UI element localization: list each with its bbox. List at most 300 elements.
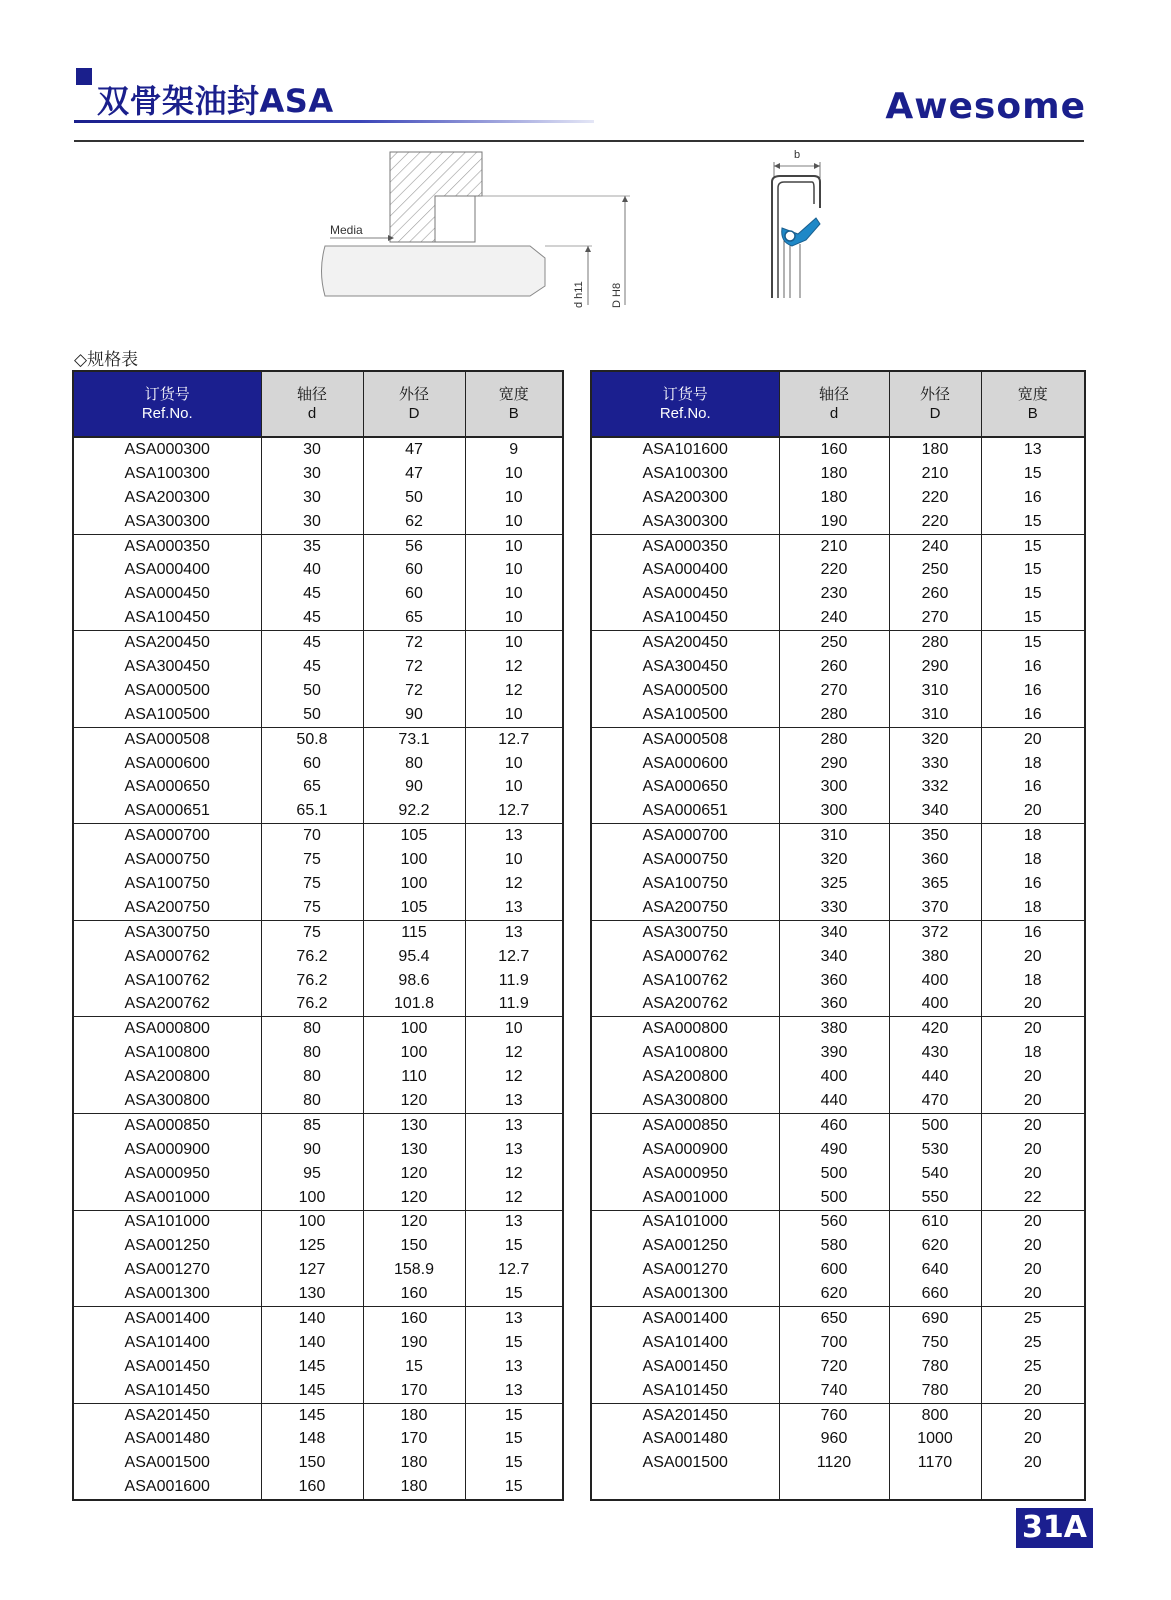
table-row xyxy=(591,437,1085,462)
shaft-dia-cell: 35 xyxy=(261,534,363,558)
table-row xyxy=(591,775,1085,799)
width-cell: 18 xyxy=(981,752,1085,776)
table-row xyxy=(591,1331,1085,1355)
outer-dia-cell: 330 xyxy=(889,752,981,776)
ref-no-cell: ASA100450 xyxy=(591,606,779,630)
shaft-dia-cell: 620 xyxy=(779,1282,889,1306)
ref-no-cell: ASA200450 xyxy=(73,631,261,655)
shaft-dia-cell: 300 xyxy=(779,799,889,823)
brand-logo: Awesome xyxy=(885,86,1086,127)
width-cell: 18 xyxy=(981,1041,1085,1065)
shaft-dia-cell: 80 xyxy=(261,1017,363,1041)
width-cell: 10 xyxy=(465,510,563,534)
width-cell: 18 xyxy=(981,969,1085,993)
shaft-dia-cell: 60 xyxy=(261,752,363,776)
table-row xyxy=(73,1210,563,1234)
outer-dia-cell: 690 xyxy=(889,1307,981,1331)
shaft-dia-cell: 250 xyxy=(779,631,889,655)
table-row xyxy=(591,1307,1085,1331)
width-cell: 16 xyxy=(981,655,1085,679)
outer-dia-cell: 380 xyxy=(889,945,981,969)
table-row xyxy=(73,582,563,606)
outer-dia-cell: 280 xyxy=(889,631,981,655)
table-row xyxy=(591,1403,1085,1427)
table-row xyxy=(591,1089,1085,1113)
table-row xyxy=(73,1258,563,1282)
ref-no-cell: ASA200750 xyxy=(591,896,779,920)
shaft-dia-cell: 210 xyxy=(779,534,889,558)
shaft-dia-cell: 380 xyxy=(779,1017,889,1041)
width-cell: 15 xyxy=(981,534,1085,558)
ref-no-cell: ASA101400 xyxy=(591,1331,779,1355)
width-cell: 20 xyxy=(981,1403,1085,1427)
table-row xyxy=(591,969,1085,993)
width-cell: 10 xyxy=(465,631,563,655)
shaft-dia-cell: 80 xyxy=(261,1041,363,1065)
ref-no-cell: ASA300450 xyxy=(591,655,779,679)
outer-dia-cell: 60 xyxy=(363,558,465,582)
ref-no-cell: ASA001450 xyxy=(591,1355,779,1379)
table-row xyxy=(73,992,563,1016)
ref-no-cell: ASA000508 xyxy=(73,727,261,751)
ref-no-cell: ASA001000 xyxy=(591,1186,779,1210)
ref-no-cell: ASA100800 xyxy=(73,1041,261,1065)
width-cell: 10 xyxy=(465,848,563,872)
width-cell: 9 xyxy=(465,437,563,462)
ref-no-cell: ASA100800 xyxy=(591,1041,779,1065)
width-cell: 20 xyxy=(981,1017,1085,1041)
width-cell: 12.7 xyxy=(465,1258,563,1282)
ref-no-cell: ASA001250 xyxy=(73,1234,261,1258)
table-row xyxy=(591,534,1085,558)
width-cell: 20 xyxy=(981,799,1085,823)
table-row xyxy=(591,1113,1085,1137)
outer-dia-cell: 260 xyxy=(889,582,981,606)
width-cell: 13 xyxy=(465,1210,563,1234)
outer-dia-cell: 72 xyxy=(363,631,465,655)
width-cell: 22 xyxy=(981,1186,1085,1210)
width-cell: 10 xyxy=(465,752,563,776)
ref-no-cell: ASA200762 xyxy=(73,992,261,1016)
shaft-dia-cell: 490 xyxy=(779,1138,889,1162)
shaft-dia-cell: 40 xyxy=(261,558,363,582)
ref-no-cell: ASA300750 xyxy=(591,920,779,944)
shaft-dia-cell: 340 xyxy=(779,945,889,969)
table-row xyxy=(591,848,1085,872)
width-cell: 11.9 xyxy=(465,969,563,993)
width-cell: 12 xyxy=(465,1041,563,1065)
shaft-dia-cell: 65 xyxy=(261,775,363,799)
shaft-dia-cell: 440 xyxy=(779,1089,889,1113)
table-row xyxy=(591,582,1085,606)
outer-dia-cell: 120 xyxy=(363,1186,465,1210)
ref-no-cell: ASA001300 xyxy=(73,1282,261,1306)
outer-dia-cell: 210 xyxy=(889,462,981,486)
outer-dia-cell: 160 xyxy=(363,1282,465,1306)
outer-dia-cell: 15 xyxy=(363,1355,465,1379)
table-row xyxy=(73,896,563,920)
ref-no-cell: ASA200762 xyxy=(591,992,779,1016)
ref-no-cell: ASA000350 xyxy=(591,534,779,558)
width-cell: 13 xyxy=(465,1355,563,1379)
ref-no-cell: ASA000651 xyxy=(73,799,261,823)
width-cell: 15 xyxy=(465,1282,563,1306)
shaft-dia-cell: 125 xyxy=(261,1234,363,1258)
ref-no-cell: ASA000600 xyxy=(73,752,261,776)
shaft-dia-cell: 45 xyxy=(261,631,363,655)
shaft-dia-cell: 180 xyxy=(779,486,889,510)
shaft-dia-cell: 320 xyxy=(779,848,889,872)
outer-dia-cell: 60 xyxy=(363,582,465,606)
width-cell: 20 xyxy=(981,1379,1085,1403)
outer-dia-cell: 56 xyxy=(363,534,465,558)
shaft-dia-cell: 145 xyxy=(261,1403,363,1427)
table-row xyxy=(591,824,1085,848)
width-cell: 16 xyxy=(981,775,1085,799)
title-square-icon xyxy=(76,68,92,85)
header-outer: 外径 D xyxy=(363,371,465,437)
table-row xyxy=(591,1475,1085,1500)
ref-no-cell: ASA001400 xyxy=(591,1307,779,1331)
outer-dia-cell: 65 xyxy=(363,606,465,630)
width-cell: 15 xyxy=(981,462,1085,486)
ref-no-cell: ASA200300 xyxy=(73,486,261,510)
media-label: Media xyxy=(330,223,363,237)
width-cell: 12 xyxy=(465,679,563,703)
table-row xyxy=(591,462,1085,486)
shaft-dia-cell: 30 xyxy=(261,486,363,510)
ref-no-cell: ASA000800 xyxy=(591,1017,779,1041)
width-cell: 20 xyxy=(981,1138,1085,1162)
outer-dia-cell: 92.2 xyxy=(363,799,465,823)
outer-dia-cell: 120 xyxy=(363,1210,465,1234)
ref-no-cell: ASA000900 xyxy=(73,1138,261,1162)
shaft-dia-cell xyxy=(779,1475,889,1500)
outer-dia-cell: 73.1 xyxy=(363,727,465,751)
ref-no-cell xyxy=(591,1475,779,1500)
width-cell: 11.9 xyxy=(465,992,563,1016)
table-row xyxy=(591,1041,1085,1065)
width-cell: 20 xyxy=(981,1234,1085,1258)
shaft-dia-cell: 240 xyxy=(779,606,889,630)
outer-dia-cell: 110 xyxy=(363,1065,465,1089)
ref-no-cell: ASA001270 xyxy=(73,1258,261,1282)
ref-no-cell: ASA100500 xyxy=(73,703,261,727)
table-row xyxy=(73,510,563,534)
outer-dia-cell: 100 xyxy=(363,1017,465,1041)
ref-no-cell: ASA300800 xyxy=(73,1089,261,1113)
table-row xyxy=(591,1186,1085,1210)
width-cell: 20 xyxy=(981,1162,1085,1186)
outer-dia-cell: 420 xyxy=(889,1017,981,1041)
shaft-dia-cell: 280 xyxy=(779,703,889,727)
shaft-dia-cell: 100 xyxy=(261,1210,363,1234)
shaft-dia-cell: 30 xyxy=(261,437,363,462)
width-cell: 12 xyxy=(465,1065,563,1089)
shaft-dia-cell: 460 xyxy=(779,1113,889,1137)
ref-no-cell: ASA000400 xyxy=(591,558,779,582)
shaft-dia-cell: 760 xyxy=(779,1403,889,1427)
table-row xyxy=(73,462,563,486)
outer-dia-cell: 180 xyxy=(889,437,981,462)
ref-no-cell: ASA100750 xyxy=(73,872,261,896)
table-row xyxy=(591,920,1085,944)
outer-dia-cell: 180 xyxy=(363,1451,465,1475)
ref-no-cell: ASA300300 xyxy=(591,510,779,534)
outer-dia-cell: 220 xyxy=(889,486,981,510)
width-cell: 25 xyxy=(981,1307,1085,1331)
ref-no-cell: ASA001300 xyxy=(591,1282,779,1306)
outer-dia-cell: 120 xyxy=(363,1162,465,1186)
table-row xyxy=(73,437,563,462)
shaft-dia-cell: 700 xyxy=(779,1331,889,1355)
outer-dia-cell: 750 xyxy=(889,1331,981,1355)
shaft-dia-cell: 30 xyxy=(261,510,363,534)
shaft-dia-cell: 960 xyxy=(779,1428,889,1452)
width-cell: 20 xyxy=(981,1210,1085,1234)
outer-dia-cell: 98.6 xyxy=(363,969,465,993)
shaft-dia-cell: 580 xyxy=(779,1234,889,1258)
shaft-dia-cell: 560 xyxy=(779,1210,889,1234)
table-row xyxy=(73,752,563,776)
table-row xyxy=(73,1428,563,1452)
ref-no-cell: ASA000300 xyxy=(73,437,261,462)
shaft-dia-cell: 150 xyxy=(261,1451,363,1475)
table-row xyxy=(591,752,1085,776)
width-cell: 12 xyxy=(465,655,563,679)
width-cell: 20 xyxy=(981,1282,1085,1306)
width-cell: 18 xyxy=(981,824,1085,848)
header-outer: 外径 D xyxy=(889,371,981,437)
width-cell: 15 xyxy=(981,510,1085,534)
width-cell: 10 xyxy=(465,1017,563,1041)
outer-dia-cell: 130 xyxy=(363,1113,465,1137)
ref-no-cell: ASA001500 xyxy=(591,1451,779,1475)
width-cell: 16 xyxy=(981,703,1085,727)
outer-dia-cell: 370 xyxy=(889,896,981,920)
ref-no-cell: ASA100450 xyxy=(73,606,261,630)
ref-no-cell: ASA000500 xyxy=(591,679,779,703)
outer-dia-cell: 100 xyxy=(363,872,465,896)
shaft-dia-cell: 720 xyxy=(779,1355,889,1379)
table-row xyxy=(591,992,1085,1016)
outer-dia-cell: 120 xyxy=(363,1089,465,1113)
outer-dia-cell: 270 xyxy=(889,606,981,630)
width-cell: 10 xyxy=(465,534,563,558)
width-cell: 13 xyxy=(465,1379,563,1403)
table-row xyxy=(73,534,563,558)
outer-dia-cell: 400 xyxy=(889,969,981,993)
width-cell: 18 xyxy=(981,848,1085,872)
outer-dia-cell: 310 xyxy=(889,703,981,727)
table-row xyxy=(591,1282,1085,1306)
width-cell: 20 xyxy=(981,1451,1085,1475)
ref-no-cell: ASA200300 xyxy=(591,486,779,510)
outer-dia-cell: 250 xyxy=(889,558,981,582)
ref-no-cell: ASA000762 xyxy=(591,945,779,969)
width-cell: 15 xyxy=(981,631,1085,655)
table-row xyxy=(591,1138,1085,1162)
ref-no-cell: ASA000850 xyxy=(73,1113,261,1137)
ref-no-cell: ASA100762 xyxy=(73,969,261,993)
width-cell: 20 xyxy=(981,1258,1085,1282)
outer-dia-cell: 290 xyxy=(889,655,981,679)
ref-no-cell: ASA201450 xyxy=(73,1403,261,1427)
ref-no-cell: ASA001450 xyxy=(73,1355,261,1379)
outer-dia-cell: 1170 xyxy=(889,1451,981,1475)
ref-no-cell: ASA000750 xyxy=(591,848,779,872)
bore-dim-label: D H8 xyxy=(611,282,623,308)
ref-no-cell: ASA000600 xyxy=(591,752,779,776)
outer-dia-cell: 440 xyxy=(889,1065,981,1089)
shaft-dia-cell: 95 xyxy=(261,1162,363,1186)
shaft-dia-cell: 50 xyxy=(261,703,363,727)
seal-cross-section xyxy=(768,148,848,308)
table-row xyxy=(591,1210,1085,1234)
shaft-dia-cell: 160 xyxy=(779,437,889,462)
ref-no-cell: ASA300300 xyxy=(73,510,261,534)
table-row xyxy=(591,1065,1085,1089)
table-row xyxy=(591,1428,1085,1452)
ref-no-cell: ASA000900 xyxy=(591,1138,779,1162)
table-row xyxy=(73,1065,563,1089)
width-cell: 16 xyxy=(981,920,1085,944)
outer-dia-cell: 340 xyxy=(889,799,981,823)
shaft-dia-cell: 85 xyxy=(261,1113,363,1137)
table-row xyxy=(591,679,1085,703)
width-cell: 15 xyxy=(465,1331,563,1355)
ref-no-cell: ASA001000 xyxy=(73,1186,261,1210)
table-row xyxy=(591,1451,1085,1475)
header-ref: 订货号 Ref.No. xyxy=(591,371,779,437)
ref-no-cell: ASA100300 xyxy=(591,462,779,486)
shaft-dia-cell: 30 xyxy=(261,462,363,486)
table-row xyxy=(73,727,563,751)
table-row xyxy=(73,679,563,703)
shaft-dia-cell: 80 xyxy=(261,1089,363,1113)
table-row xyxy=(73,1355,563,1379)
outer-dia-cell: 170 xyxy=(363,1379,465,1403)
table-row xyxy=(591,703,1085,727)
shaft-dia-cell: 140 xyxy=(261,1331,363,1355)
shaft-dia-cell: 740 xyxy=(779,1379,889,1403)
outer-dia-cell: 550 xyxy=(889,1186,981,1210)
spec-table-label: ◇规格表 xyxy=(74,350,139,370)
shaft-dia-cell: 145 xyxy=(261,1355,363,1379)
shaft-dia-cell: 310 xyxy=(779,824,889,848)
width-cell: 15 xyxy=(465,1475,563,1500)
shaft-dia-cell: 45 xyxy=(261,655,363,679)
table-row xyxy=(591,945,1085,969)
width-cell: 20 xyxy=(981,1065,1085,1089)
outer-dia-cell: 800 xyxy=(889,1403,981,1427)
table-row xyxy=(591,1162,1085,1186)
table-row xyxy=(73,920,563,944)
shaft-dia-cell: 270 xyxy=(779,679,889,703)
width-cell: 12 xyxy=(465,1186,563,1210)
width-cell: 12.7 xyxy=(465,799,563,823)
outer-dia-cell: 101.8 xyxy=(363,992,465,1016)
header-shaft: 轴径 d xyxy=(779,371,889,437)
shaft-dia-cell: 280 xyxy=(779,727,889,751)
table-row xyxy=(73,945,563,969)
ref-no-cell: ASA000700 xyxy=(591,824,779,848)
width-cell: 10 xyxy=(465,582,563,606)
outer-dia-cell: 90 xyxy=(363,703,465,727)
ref-no-cell: ASA000350 xyxy=(73,534,261,558)
ref-no-cell: ASA000800 xyxy=(73,1017,261,1041)
shaft-dia-cell: 260 xyxy=(779,655,889,679)
ref-no-cell: ASA300450 xyxy=(73,655,261,679)
ref-no-cell: ASA100762 xyxy=(591,969,779,993)
width-cell: 20 xyxy=(981,1113,1085,1137)
outer-dia-cell: 47 xyxy=(363,462,465,486)
outer-dia-cell: 72 xyxy=(363,679,465,703)
table-row xyxy=(591,510,1085,534)
width-cell: 12.7 xyxy=(465,727,563,751)
width-cell: 20 xyxy=(981,1428,1085,1452)
outer-dia-cell: 500 xyxy=(889,1113,981,1137)
shaft-dia-cell: 290 xyxy=(779,752,889,776)
width-cell: 13 xyxy=(465,824,563,848)
ref-no-cell: ASA300800 xyxy=(591,1089,779,1113)
outer-dia-cell: 332 xyxy=(889,775,981,799)
outer-dia-cell: 47 xyxy=(363,437,465,462)
width-cell: 10 xyxy=(465,606,563,630)
ref-no-cell: ASA101450 xyxy=(73,1379,261,1403)
shaft-dia-cell: 140 xyxy=(261,1307,363,1331)
table-row xyxy=(73,1041,563,1065)
width-cell: 15 xyxy=(981,582,1085,606)
shaft-dia-cell: 1120 xyxy=(779,1451,889,1475)
shaft-dia-cell: 148 xyxy=(261,1428,363,1452)
table-row xyxy=(73,1089,563,1113)
shaft-dia-cell: 360 xyxy=(779,992,889,1016)
outer-dia-cell: 80 xyxy=(363,752,465,776)
width-cell: 13 xyxy=(465,1113,563,1137)
shaft-dia-cell: 65.1 xyxy=(261,799,363,823)
table-row xyxy=(73,558,563,582)
ref-no-cell: ASA000750 xyxy=(73,848,261,872)
width-cell: 12 xyxy=(465,872,563,896)
shaft-dia-cell: 145 xyxy=(261,1379,363,1403)
shaft-dia-cell: 45 xyxy=(261,582,363,606)
spec-table-right xyxy=(590,370,1086,1501)
outer-dia-cell: 190 xyxy=(363,1331,465,1355)
header-width: 宽度 B xyxy=(981,371,1085,437)
outer-dia-cell: 610 xyxy=(889,1210,981,1234)
ref-no-cell: ASA001270 xyxy=(591,1258,779,1282)
outer-dia-cell: 72 xyxy=(363,655,465,679)
outer-dia-cell: 90 xyxy=(363,775,465,799)
ref-no-cell: ASA001500 xyxy=(73,1451,261,1475)
table-row xyxy=(73,1403,563,1427)
shaft-dia-cell: 330 xyxy=(779,896,889,920)
ref-no-cell: ASA001600 xyxy=(73,1475,261,1500)
ref-no-cell: ASA200450 xyxy=(591,631,779,655)
installation-diagram xyxy=(320,150,650,320)
width-cell: 15 xyxy=(465,1428,563,1452)
title-underline xyxy=(74,120,594,123)
shaft-dia-cell: 127 xyxy=(261,1258,363,1282)
ref-no-cell: ASA001480 xyxy=(591,1428,779,1452)
shaft-dia-cell: 220 xyxy=(779,558,889,582)
ref-no-cell: ASA101400 xyxy=(73,1331,261,1355)
table-row xyxy=(73,824,563,848)
ref-no-cell: ASA001480 xyxy=(73,1428,261,1452)
ref-no-cell: ASA000650 xyxy=(591,775,779,799)
width-cell: 13 xyxy=(465,1307,563,1331)
